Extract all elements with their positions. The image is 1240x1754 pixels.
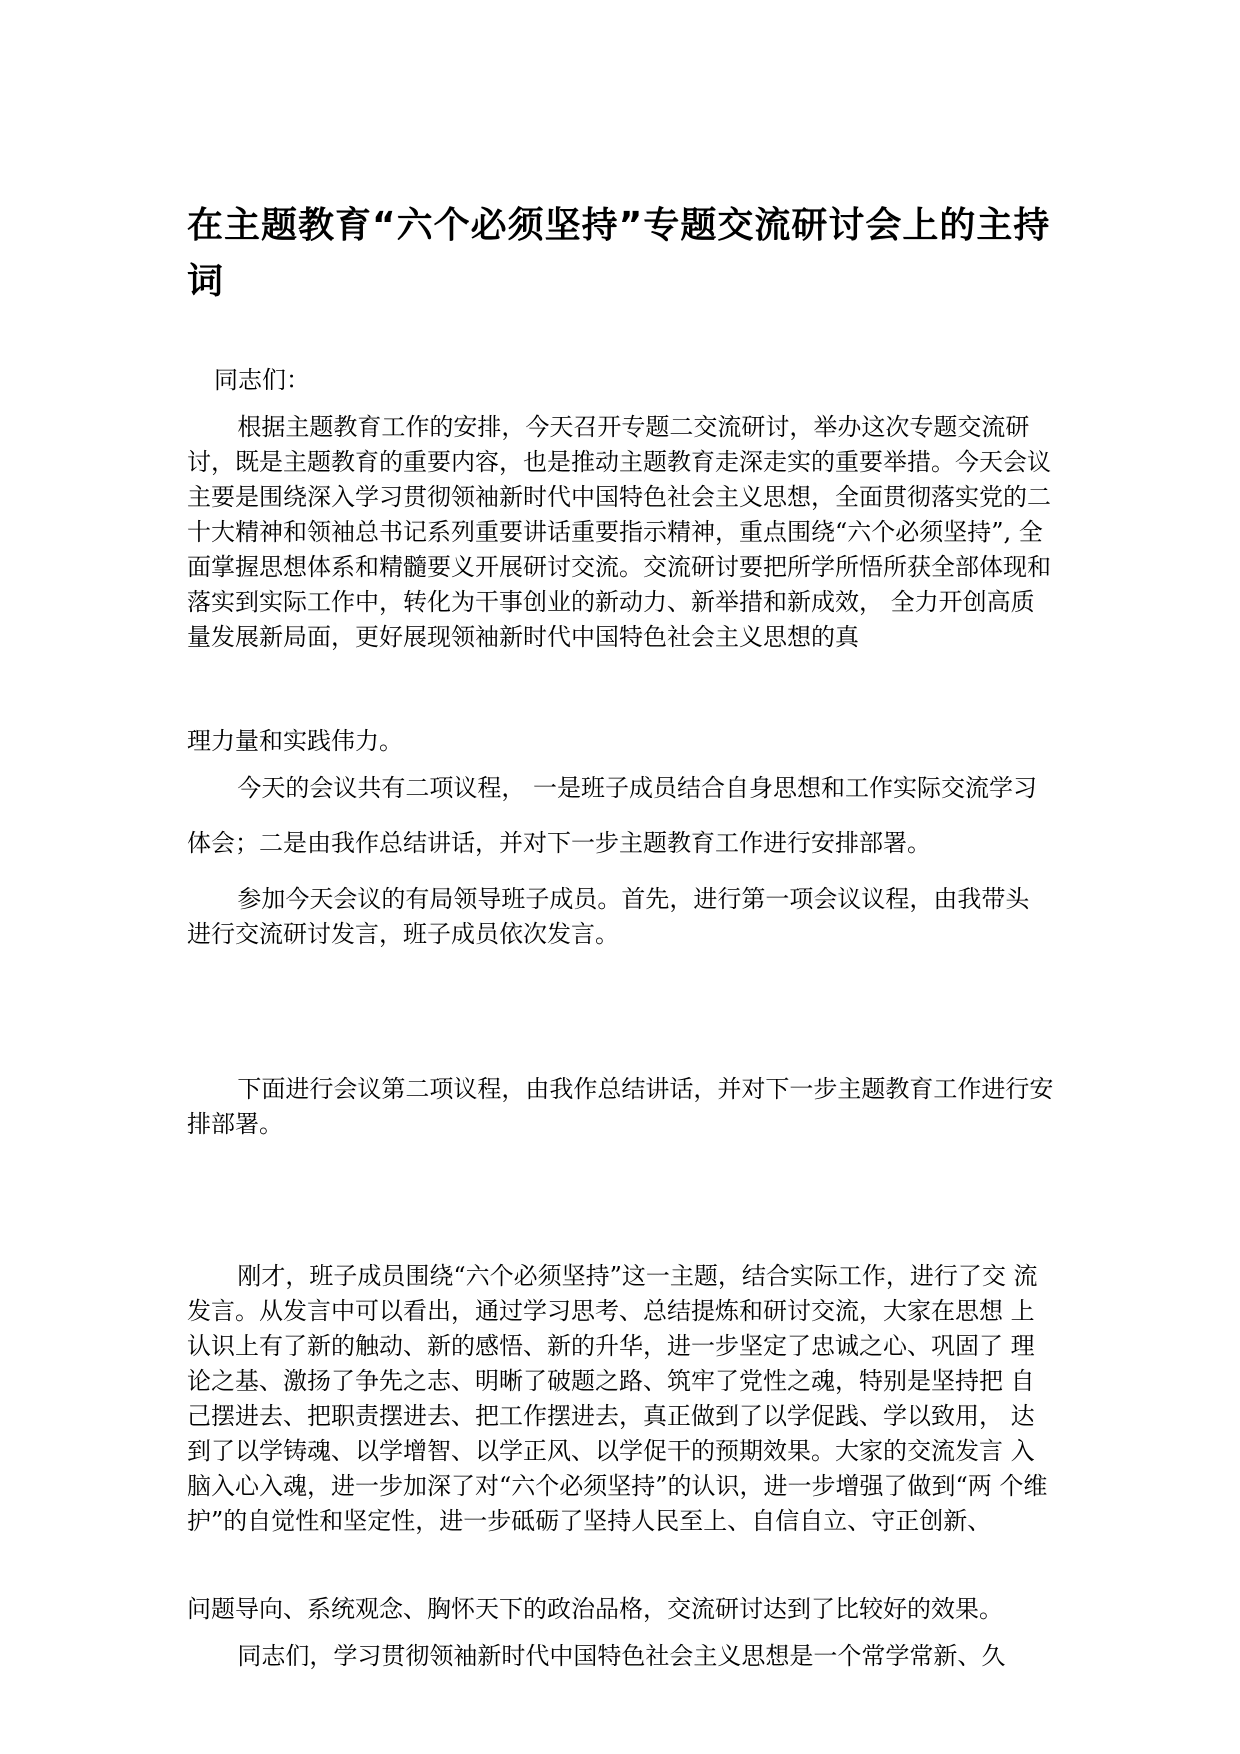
paragraph-4-text: 下面进行会议第二项议程，由我作总结讲话，并对下一步主题教育工作进行安排部署。 — [187, 1075, 1054, 1138]
paragraph-3 — [187, 882, 1057, 952]
paragraph-5-text: 刚才，班子成员围绕“六个必须坚持”这一主题，结合实际工作，进行了交 流发言。从发言中可以看出，通过学习思考、总结提炼和研讨交流，大家在思想 上认识上有了新的触动、新的感悟、新的升华，进一步坚定了忠诚之心、巩固了 理论之基、激扬了争先之志、明晰了破题之路、筑牢了党性之魂，特别是坚持把 自己摆进去、把职责摆进去、把工作摆进去，真正做到了以学促践、学以致用， 达到了以学铸魂、以学增智、以学正风、以学促干的预期效果。大家的交流发言 入脑入心入魂，进一步加深了对“六个必须坚持”的认识，进一步增强了做到“两 个维护”的自觉性和坚定性，进一步砥砺了坚持人民至上、自信自立、守正创新、 — [187, 1262, 1048, 1535]
paragraph-6: 同志们，学习贯彻领袖新时代中国特色社会主义思想是一个常学常新、久 — [237, 1642, 1006, 1670]
paragraph-1-continuation: 理力量和实践伟力。 — [187, 727, 403, 755]
paragraph-5-continuation: 问题导向、系统观念、胸怀天下的政治品格，交流研讨达到了比较好的效果。 — [187, 1595, 1003, 1623]
paragraph-3-text: 参加今天会议的有局领导班子成员。首先，进行第一项会议议程，由我带头 进行交流研讨发言，班子成员依次发言。 — [187, 885, 1030, 948]
document-title: 在主题教育“六个必须坚持”专题交流研讨会上的主持词 — [187, 205, 1051, 302]
salutation: 同志们： — [214, 366, 310, 394]
paragraph-2-line-2: 体会；二是由我作总结讲话，并对下一步主题教育工作进行安排部署。 — [187, 829, 931, 857]
paragraph-2-line-1: 今天的会议共有二项议程， 一是班子成员结合自身思想和工作实际交流学习 — [237, 774, 1038, 802]
paragraph-1 — [187, 410, 1057, 655]
paragraph-4 — [187, 1072, 1057, 1142]
paragraph-1-text: 根据主题教育工作的安排，今天召开专题二交流研讨，举办这次专题交流研讨，既是主题教育的重要内容，也是推动主题教育走深走实的重要举措。今天会议主要是围绕深入学习贯彻领袖新时代中国特色社会主义思想，全面贯彻落实党的二十大精神和领袖总书记系列重要讲话重要指示精神，重点围绕“六个必须坚持”, 全面掌握思想体系和精髓要义开展研讨交流。交流研讨要把所学所悟所获全部体现和落实到实际工作中，转化为干事创业的新动力、新举措和新成效， 全力开创高质量发展新局面，更好展现领袖新时代中国特色社会主义思想的真 — [187, 413, 1051, 651]
paragraph-5 — [187, 1259, 1057, 1539]
